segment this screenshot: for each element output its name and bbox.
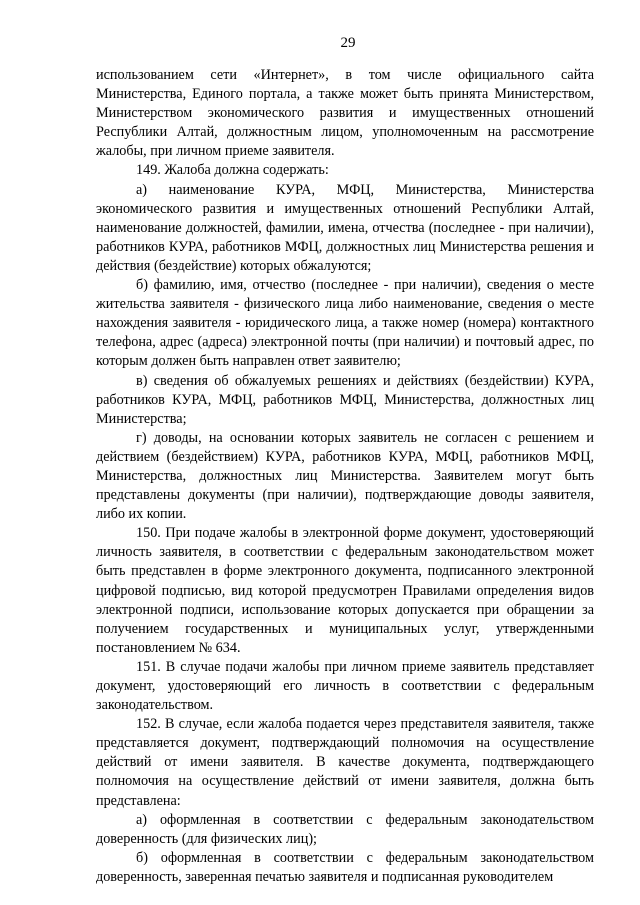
document-body bbox=[96, 66, 594, 887]
paragraph-continuation: использованием сети «Интернет», в том числе официального сайта Министерства, Единого портала, а также может быть принята Министерством, Министерством экономического развития и имущественных отношений Республики Алтай, должностным лицом, уполномоченным на рассмотрение жалобы, при личном приеме заявителя. bbox=[96, 67, 594, 160]
paragraph-152-a: а) оформленная в соответствии с федеральным законодательством доверенность (для физических лиц); bbox=[96, 811, 594, 847]
paragraph-149-b: б) фамилию, имя, отчество (последнее - при наличии), сведения о месте жительства заявителя - физического лица либо наименование, сведения о месте нахождения заявителя - юридического лица, а также номер (номера) контактного телефона, адрес (адреса) электронной почты (при наличии) и почтовый адрес, по которым должен быть направлен ответ заявителю; bbox=[96, 277, 594, 370]
paragraph-152-b: б) оформленная в соответствии с федеральным законодательством доверенность, заверенная печатью заявителя и подписанная руководителем bbox=[96, 849, 594, 885]
paragraph-149-v: в) сведения об обжалуемых решениях и действиях (бездействии) КУРА, работников КУРА, МФЦ, работников МФЦ, Министерства, должностных лиц Министерства; bbox=[96, 372, 594, 427]
paragraph-149-a: а) наименование КУРА, МФЦ, Министерства, Министерства экономического развития и имущественных отношений Республики Алтай, наименование должностей, фамилии, имена, отчества (последнее - при наличии), работников КУРА, работников МФЦ, должностных лиц Министерства решения и действия (бездействие) которых обжалуются; bbox=[96, 181, 594, 274]
page-number: 29 bbox=[340, 35, 356, 51]
paragraph-150: 150. При подаче жалобы в электронной форме документ, удостоверяющий личность заявителя, в соответствии с федеральным законодательством может быть представлен в форме электронного документа, подписанного электронной цифровой подписью, вид которой предусмотрен Правилами определения видов электронной подписи, использование которых допускается при обращении за получением государственных и муниципальных услуг, утвержденными постановлением № 634. bbox=[96, 525, 594, 656]
paragraph-151: 151. В случае подачи жалобы при личном приеме заявитель представляет документ, удостоверяющий его личность в соответствии с федеральным законодательством. bbox=[96, 658, 594, 714]
paragraph-149: 149. Жалоба должна содержать: bbox=[136, 162, 329, 179]
paragraph-149-g: г) доводы, на основании которых заявитель не согласен с решением и действием (бездействием) КУРА, работников КУРА, МФЦ, работников МФЦ, Министерства, должностных лиц Министерства. Заявителем могут быть представлены документы (при наличии), подтверждающие доводы заявителя, либо их копии. bbox=[96, 429, 594, 523]
paragraph-152: 152. В случае, если жалоба подается через представителя заявителя, также представляется документ, подтверждающий полномочия на осуществление действий от имени заявителя. В качестве документа, подтверждающего полномочия на осуществление действий от имени заявителя, должна быть представлена: bbox=[96, 716, 594, 809]
